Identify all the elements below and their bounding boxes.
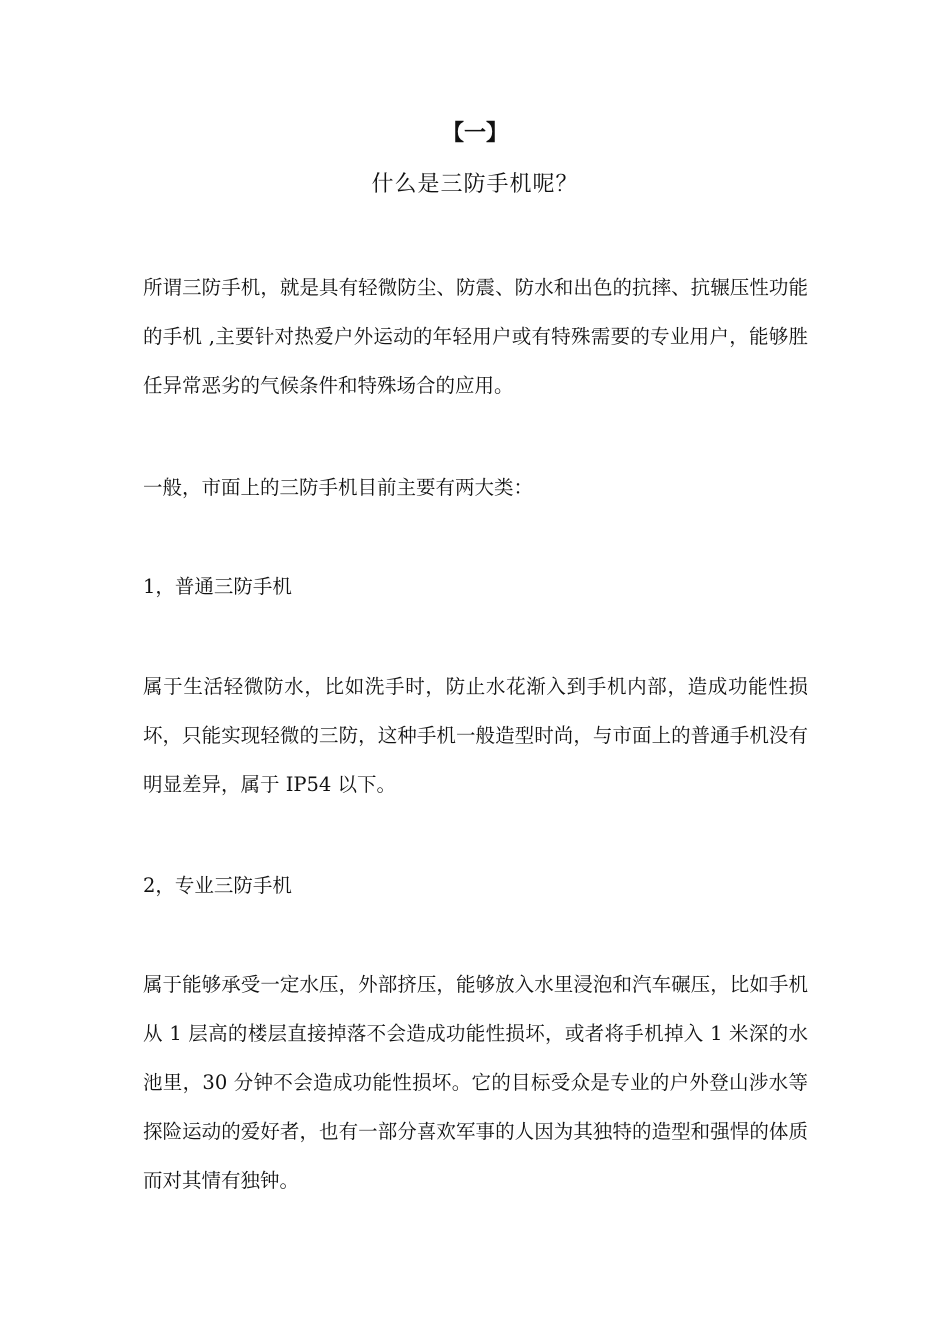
paragraph-categories-intro: 一般，市面上的三防手机目前主要有两大类： — [143, 476, 534, 499]
page-title: 什么是三防手机呢？ — [371, 172, 579, 197]
paragraph-type-1-description: 属于生活轻微防水，比如洗手时，防止水花渐入到手机内部，造成功能性损坏，只能实现轻微的三防，这种手机一般造型时尚，与市面上的普通手机没有明显差异，属于 IP54 以下。 — [143, 675, 808, 796]
paragraph-definition: 所谓三防手机，就是具有轻微防尘、防震、防水和出色的抗摔、抗辗压性功能的手机 ,主要针对热爱户外运动的年轻用户或有特殊需要的专业用户，能够胜任异常恶劣的气候条件和特殊场合的应用。 — [143, 276, 808, 397]
section-number: 【一】 — [441, 120, 508, 146]
paragraph-type-1-heading: 1，普通三防手机 — [143, 575, 292, 598]
paragraph-type-2-description: 属于能够承受一定水压，外部挤压，能够放入水里浸泡和汽车碾压，比如手机从 1 层高的楼层直接掉落不会造成功能性损坏，或者将手机掉入 1 米深的水池里，30 分钟不会造成功能性损坏。它的目标受众是专业的户外登山涉水等探险运动的爱好者，也有一部分喜欢军事的人因为其独特的造型和强悍的体质而对其情有独钟。 — [143, 973, 808, 1192]
paragraph-type-2-heading: 2，专业三防手机 — [143, 874, 292, 897]
